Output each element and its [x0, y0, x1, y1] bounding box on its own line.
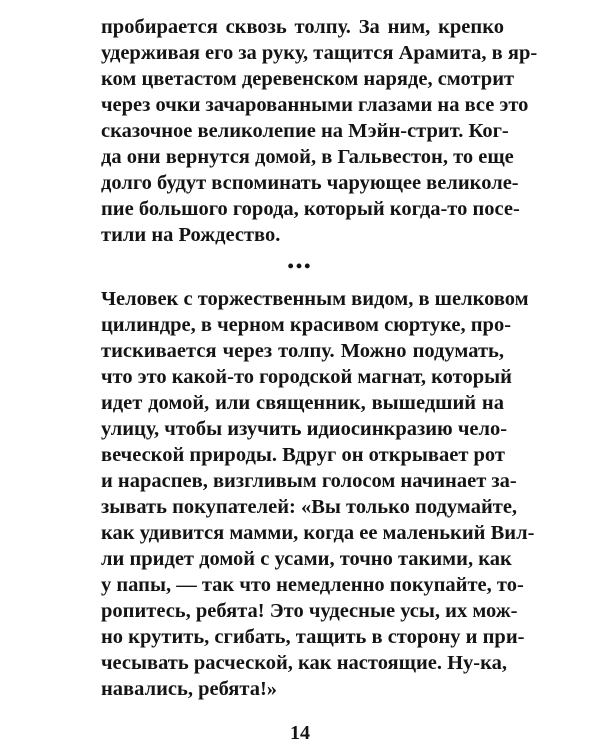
paragraph-2 — [101, 286, 535, 702]
text-line: пие большого города, который когда-то посе- — [101, 198, 520, 220]
text-line: тискивается через толпу. Можно подумать, — [101, 340, 504, 362]
text-line: удерживая его за руку, тащится Арамита, в яр- — [101, 42, 538, 64]
text-line: зывать покупателей: «Вы только подумайте, — [101, 496, 518, 518]
text-line: навались, ребята!» — [101, 678, 278, 700]
page-number: 14 — [290, 722, 310, 744]
text-line: и нараспев, визгливым голосом начинает за- — [101, 470, 517, 492]
text-line: но крутить, сгибать, тащить в сторону и при- — [101, 626, 525, 648]
text-line: у папы, — так что немедленно покупайте, то- — [101, 574, 524, 596]
text-line: долго будут вспоминать чарующее великоле- — [101, 172, 519, 194]
text-line: да они вернутся домой, в Гальвестон, то еще — [101, 146, 514, 168]
text-line: тили на Рождество. — [101, 224, 281, 246]
text-line: Человек с торжественным видом, в шелковом — [101, 288, 529, 310]
text-line: ком цветастом деревенском наряде, смотрит — [101, 68, 515, 90]
text-line: улицу, чтобы изучить идиосинкразию чело- — [101, 418, 508, 440]
text-line: чесывать расческой, как настоящие. Ну-ка, — [101, 652, 508, 674]
section-separator: ••• — [287, 256, 313, 276]
text-line: сказочное великолепие на Мэйн-стрит. Ког- — [101, 120, 509, 142]
text-line: через очки зачарованными глазами на все это — [101, 94, 529, 116]
text-line: ропитесь, ребята! Это чудесные усы, их мож- — [101, 600, 518, 622]
text-line: идет домой, или священник, вышедший на — [101, 392, 504, 414]
paragraph-1 — [101, 14, 538, 248]
text-line: что это какой-то городской магнат, который — [101, 366, 512, 388]
text-line: как удивится мамми, когда ее маленький Вил- — [101, 522, 535, 544]
text-line: веческой природы. Вдруг он открывает рот — [101, 444, 505, 466]
text-line: ли придет домой с усами, точно такими, как — [101, 548, 512, 570]
text-line: цилиндре, в черном красивом сюртуке, про- — [101, 314, 512, 336]
text-line: пробирается сквозь толпу. За ним, крепко — [101, 16, 504, 38]
